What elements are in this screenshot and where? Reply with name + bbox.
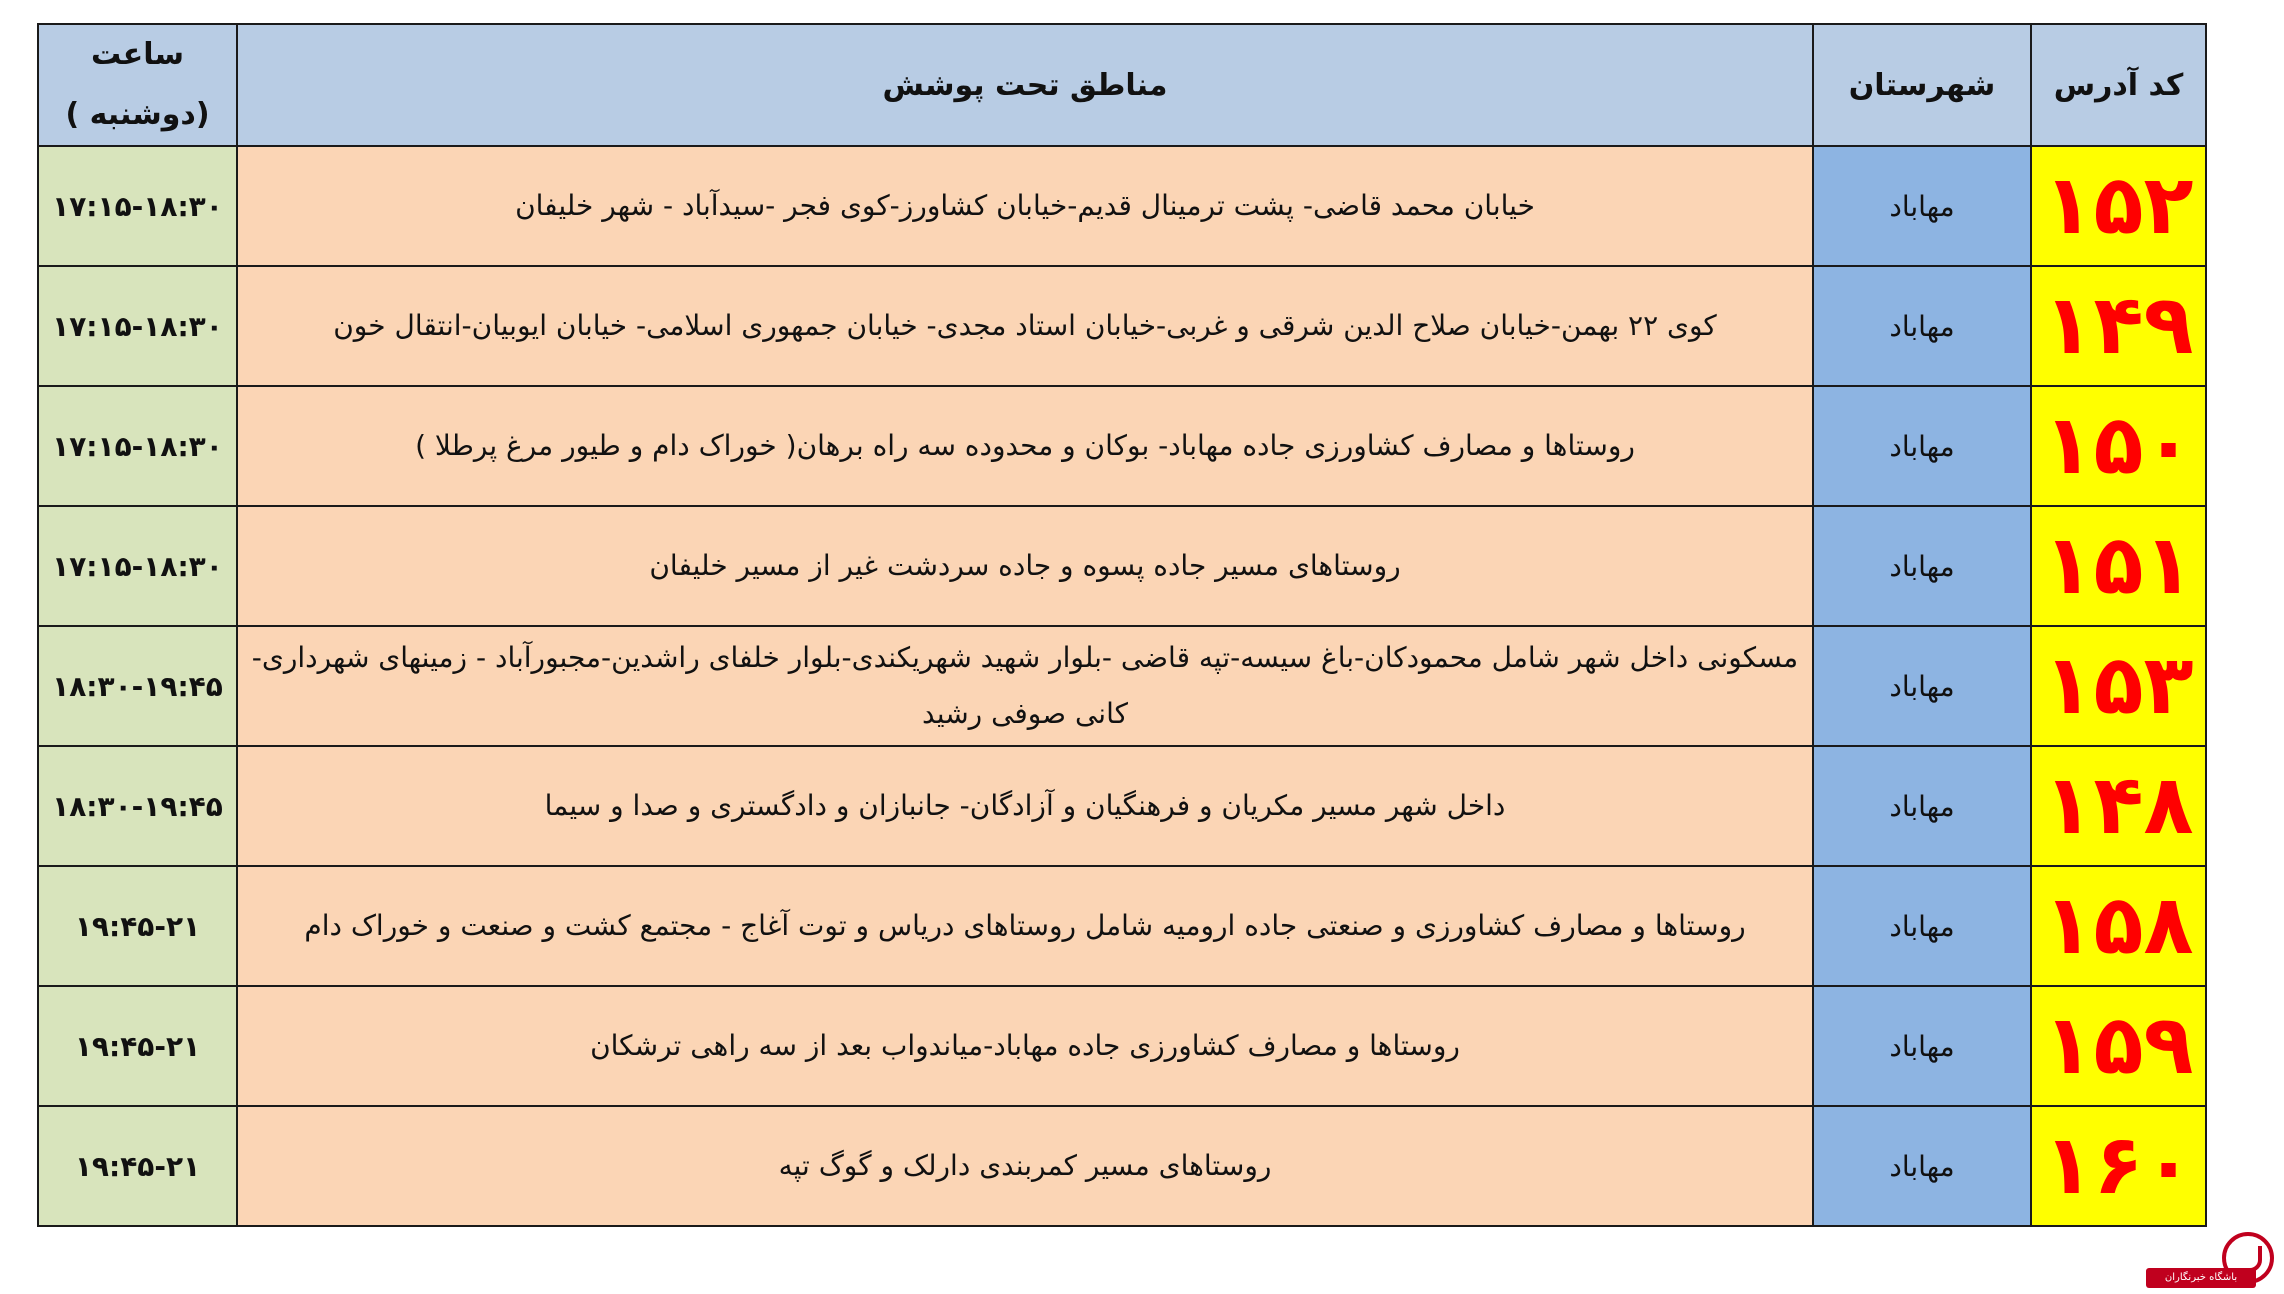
table-row bbox=[38, 986, 2206, 1106]
county-cell: مهاباد bbox=[1813, 746, 2031, 866]
table-row bbox=[38, 146, 2206, 266]
header-code: کد آدرس bbox=[2031, 24, 2206, 146]
header-time bbox=[38, 24, 237, 146]
header-row bbox=[38, 24, 2206, 146]
areas-cell: روستاها و مصارف کشاورزی جاده مهاباد-میاندواب بعد از سه راهی ترشکان bbox=[237, 986, 1813, 1106]
county-cell: مهاباد bbox=[1813, 986, 2031, 1106]
address-code-cell: ۱۵۹ bbox=[2031, 986, 2206, 1106]
header-county: شهرستان bbox=[1813, 24, 2031, 146]
areas-cell: روستاها و مصارف کشاورزی و صنعتی جاده ارومیه شامل روستاهای دریاس و توت آغاج - مجتمع کشت و صنعت و خوراک دام bbox=[237, 866, 1813, 986]
header-time-day: (دوشنبه ) bbox=[65, 97, 210, 132]
power-outage-schedule-table bbox=[37, 23, 2207, 1227]
areas-cell: روستاهای مسیر کمربندی دارلک و گوگ تپه bbox=[237, 1106, 1813, 1226]
areas-cell: روستاهای مسیر جاده پسوه و جاده سردشت غیر از مسیر خلیفان bbox=[237, 506, 1813, 626]
time-cell: ۱۷:۱۵-۱۸:۳۰ bbox=[38, 506, 237, 626]
areas-cell: داخل شهر مسیر مکریان و فرهنگیان و آزادگان- جانبازان و دادگستری و صدا و سیما bbox=[237, 746, 1813, 866]
county-cell: مهاباد bbox=[1813, 866, 2031, 986]
county-cell: مهاباد bbox=[1813, 386, 2031, 506]
table-row bbox=[38, 506, 2206, 626]
address-code-cell: ۱۵۰ bbox=[2031, 386, 2206, 506]
watermark-label: باشگاه خبرنگاران bbox=[2146, 1268, 2256, 1288]
county-cell: مهاباد bbox=[1813, 146, 2031, 266]
time-cell: ۱۷:۱۵-۱۸:۳۰ bbox=[38, 386, 237, 506]
table-row bbox=[38, 1106, 2206, 1226]
address-code-cell: ۱۴۸ bbox=[2031, 746, 2206, 866]
address-code-cell: ۱۶۰ bbox=[2031, 1106, 2206, 1226]
address-code-cell: ۱۵۸ bbox=[2031, 866, 2206, 986]
table-row bbox=[38, 626, 2206, 746]
time-cell: ۱۹:۴۵-۲۱ bbox=[38, 1106, 237, 1226]
time-cell: ۱۷:۱۵-۱۸:۳۰ bbox=[38, 266, 237, 386]
table-row bbox=[38, 266, 2206, 386]
table-row bbox=[38, 866, 2206, 986]
address-code-cell: ۱۴۹ bbox=[2031, 266, 2206, 386]
time-cell: ۱۹:۴۵-۲۱ bbox=[38, 866, 237, 986]
areas-cell: کوی ۲۲ بهمن-خیابان صلاح الدین شرقی و غربی-خیابان استاد مجدی- خیابان جمهوری اسلامی- خیابان ایوبیان-انتقال خون bbox=[237, 266, 1813, 386]
county-cell: مهاباد bbox=[1813, 506, 2031, 626]
time-cell: ۱۷:۱۵-۱۸:۳۰ bbox=[38, 146, 237, 266]
table-row bbox=[38, 386, 2206, 506]
time-cell: ۱۸:۳۰-۱۹:۴۵ bbox=[38, 746, 237, 866]
areas-cell: خیابان محمد قاضی- پشت ترمینال قدیم-خیابان کشاورز-کوی فجر -سیدآباد - شهر خلیفان bbox=[237, 146, 1813, 266]
header-time-label: ساعت bbox=[90, 37, 185, 72]
address-code-cell: ۱۵۲ bbox=[2031, 146, 2206, 266]
header-areas: مناطق تحت پوشش bbox=[237, 24, 1813, 146]
county-cell: مهاباد bbox=[1813, 626, 2031, 746]
time-cell: ۱۸:۳۰-۱۹:۴۵ bbox=[38, 626, 237, 746]
table-row bbox=[38, 746, 2206, 866]
address-code-cell: ۱۵۱ bbox=[2031, 506, 2206, 626]
county-cell: مهاباد bbox=[1813, 1106, 2031, 1226]
watermark-logo bbox=[2138, 1232, 2278, 1294]
county-cell: مهاباد bbox=[1813, 266, 2031, 386]
areas-cell: مسکونی داخل شهر شامل محمودکان-باغ سیسه-تپه قاضی -بلوار شهید شهریکندی-بلوار خلفای راشدین-مجبورآباد - زمینهای شهرداری- کانی صوفی رشید bbox=[237, 626, 1813, 746]
areas-cell: روستاها و مصارف کشاورزی جاده مهاباد- بوکان و محدوده سه راه برهان( خوراک دام و طیور مرغ پرطلا ) bbox=[237, 386, 1813, 506]
time-cell: ۱۹:۴۵-۲۱ bbox=[38, 986, 237, 1106]
address-code-cell: ۱۵۳ bbox=[2031, 626, 2206, 746]
